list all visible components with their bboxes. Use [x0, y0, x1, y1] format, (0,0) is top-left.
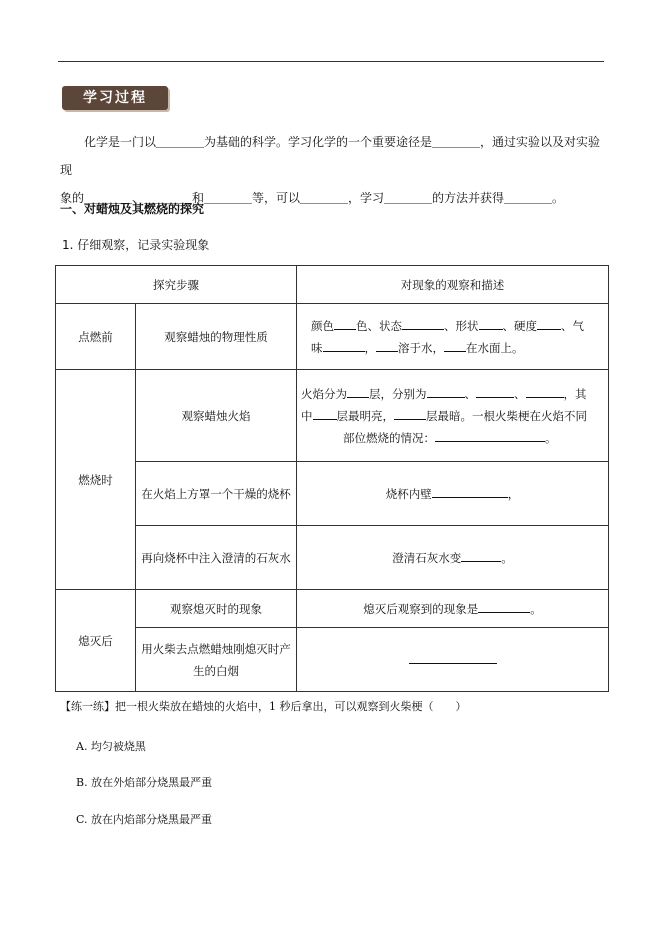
subsection-heading: 1. 仔细观察，记录实验现象 — [62, 238, 210, 252]
intro-line-2: 象的＿＿＿＿、＿＿＿＿和＿＿＿＿等，可以＿＿＿＿，学习＿＿＿＿的方法并获得＿＿＿＿。 — [60, 191, 565, 205]
practice-question: 【练一练】把一根火柴放在蜡烛的火焰中，1 秒后拿出，可以观察到火柴梗（ ） — [60, 700, 467, 713]
option-a: A. 均匀被烧黑 — [76, 740, 146, 753]
obs-limewater: 澄清石灰水变 。 — [297, 526, 609, 590]
option-c: C. 放在内焰部分烧黑最严重 — [76, 813, 213, 826]
step-smoke: 用火柴去点燃蜡烛刚熄灭时产生的白烟 — [136, 628, 297, 692]
step-out: 观察熄灭时的现象 — [136, 590, 297, 628]
table-row — [56, 462, 609, 526]
stage-burning: 燃烧时 — [56, 370, 136, 590]
step-beaker: 在火焰上方罩一个干燥的烧杯 — [136, 462, 297, 526]
top-rule — [58, 61, 604, 62]
obs-flame: 火焰分为 层，分别为 、 、 ，其 中 层最明亮， 层最暗。一根火柴梗在火焰不同 部位燃烧的情况： 。 — [297, 370, 609, 462]
step-limewater: 再向烧杯中注入澄清的石灰水 — [136, 526, 297, 590]
table-row — [56, 304, 609, 370]
stage-out: 熄灭后 — [56, 590, 136, 692]
step-flame: 观察蜡烛火焰 — [136, 370, 297, 462]
section-heading: 一、对蜡烛及其燃烧的探究 — [60, 202, 205, 216]
step-physical: 观察蜡烛的物理性质 — [136, 304, 297, 370]
stage-before: 点燃前 — [56, 304, 136, 370]
header-steps: 探究步骤 — [56, 266, 297, 304]
obs-smoke — [297, 628, 609, 692]
intro-line-1: 化学是一门以＿＿＿＿为基础的科学。学习化学的一个重要途径是＿＿＿＿，通过实验以及对实验现 — [60, 135, 601, 177]
header-observation: 对现象的观察和描述 — [297, 266, 609, 304]
table-row — [56, 628, 609, 692]
obs-out: 熄灭后观察到的现象是 。 — [297, 590, 609, 628]
option-b: B. 放在外焰部分烧黑最严重 — [76, 776, 213, 789]
section-banner: 学习过程 — [62, 86, 168, 110]
obs-physical: 颜色 色、状态 、形状 、硬度 、气 味 ， 溶于水， 在水面上。 — [297, 304, 609, 370]
table-header-row — [56, 266, 609, 304]
table-row — [56, 526, 609, 590]
obs-beaker: 烧杯内壁 ， — [297, 462, 609, 526]
table-row — [56, 590, 609, 628]
experiment-table — [55, 265, 609, 692]
table-row — [56, 370, 609, 462]
